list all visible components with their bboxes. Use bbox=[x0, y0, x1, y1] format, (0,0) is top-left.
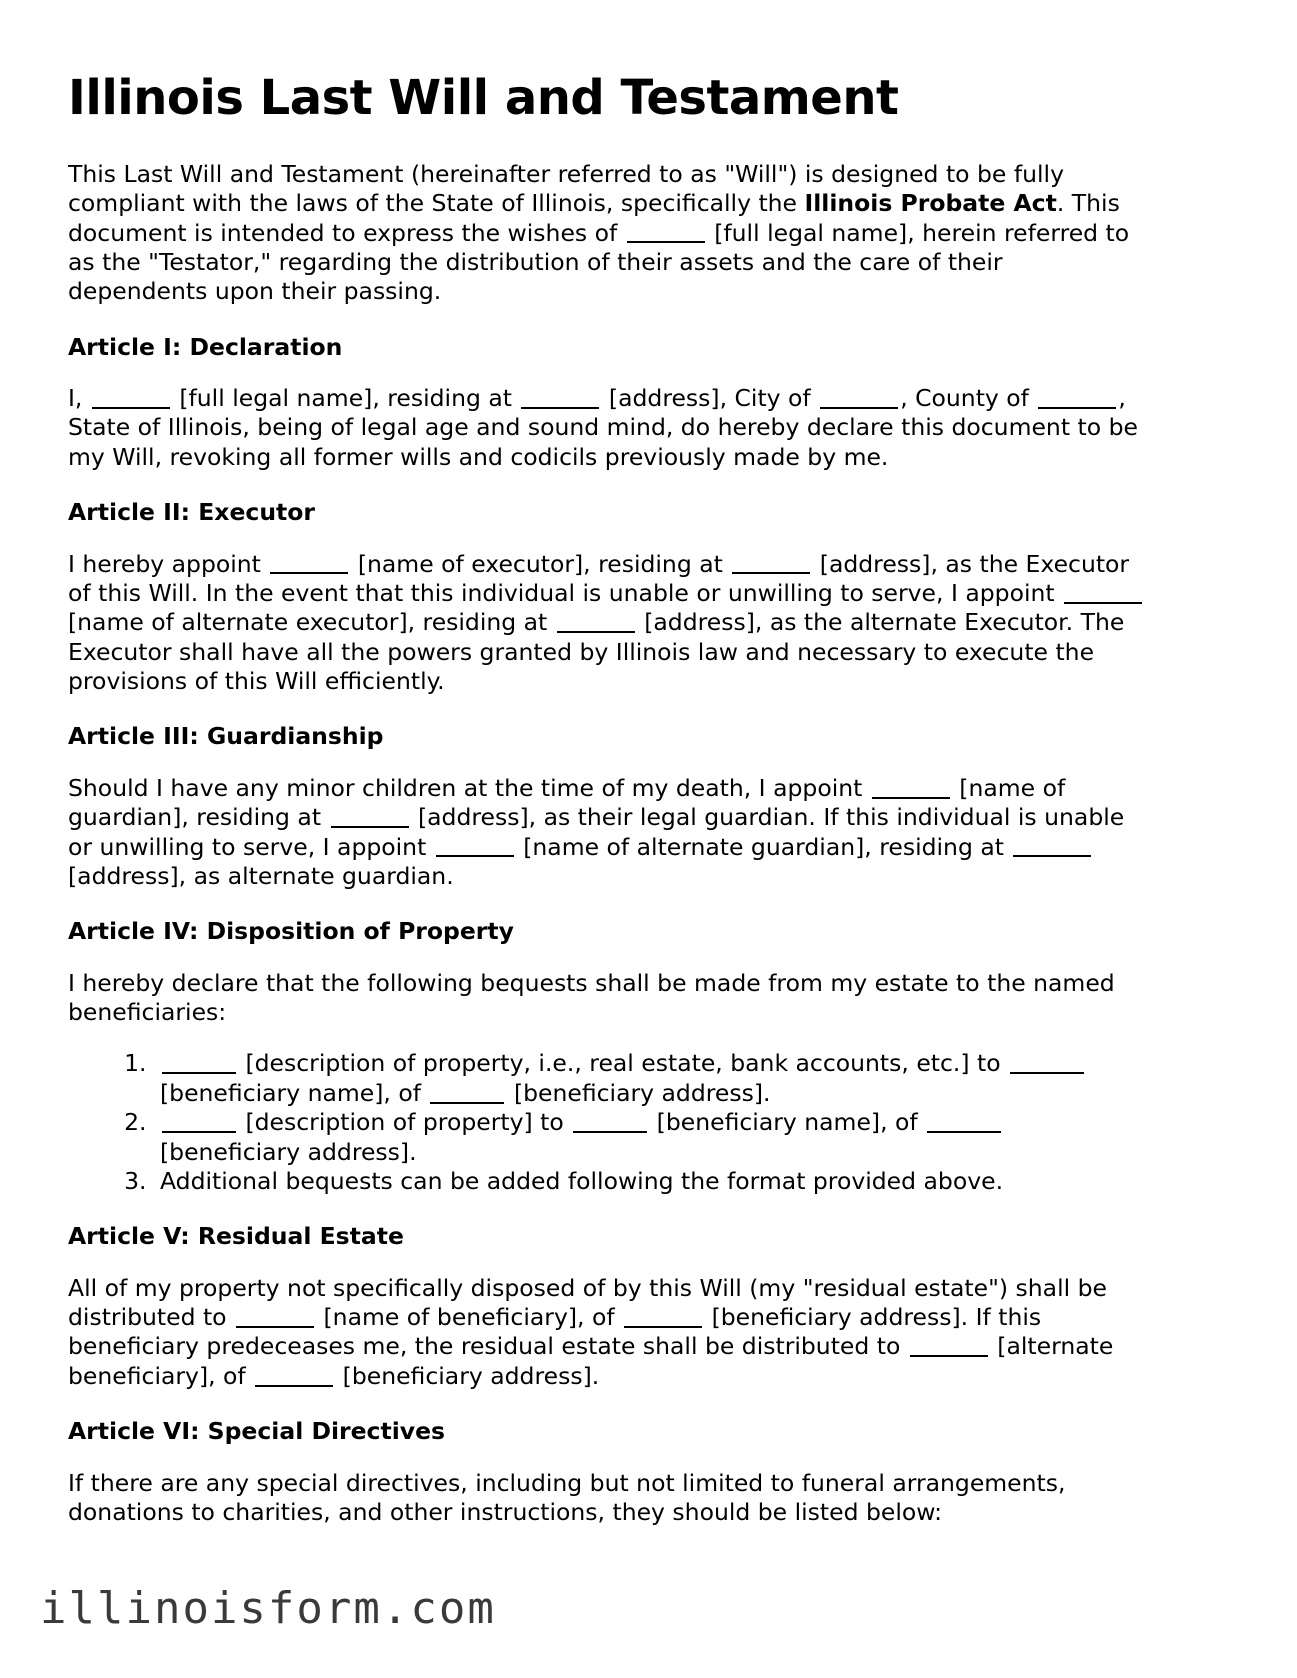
article-v-heading: Article V: Residual Estate bbox=[68, 1222, 404, 1251]
list-item bbox=[154, 1049, 1147, 1108]
article-i-body bbox=[68, 384, 1147, 472]
fill-blank[interactable] bbox=[92, 387, 170, 409]
article-iv-heading: Article IV: Disposition of Property bbox=[68, 917, 514, 946]
fill-blank[interactable] bbox=[270, 552, 348, 574]
text-segment: [name of executor], residing at bbox=[350, 549, 731, 578]
text-segment: [address], City of bbox=[601, 384, 819, 412]
text-segment: , State of Illinois, being of legal age and sound mind, do hereby declare this document to be my Will, revoking all former wills and codicils previously made by me. bbox=[68, 384, 1138, 471]
article-iii-body bbox=[68, 774, 1147, 892]
text-segment: [name of beneficiary], of bbox=[316, 1303, 623, 1331]
fill-blank[interactable] bbox=[436, 835, 514, 857]
fill-blank[interactable] bbox=[236, 1306, 314, 1328]
fill-blank[interactable] bbox=[624, 1306, 702, 1328]
intro-part-3: [full legal name], herein referred to as the "Testator," regarding the distribution of their assets and the care of their dependents upon their passing. bbox=[68, 218, 1130, 306]
page-title: Illinois Last Will and Testament bbox=[68, 70, 899, 126]
fill-blank[interactable] bbox=[1064, 581, 1142, 603]
fill-blank[interactable] bbox=[331, 806, 409, 828]
text-segment: [address], as their legal guardian. If this individual is unable or unwilling to serve, I appoint bbox=[68, 803, 1125, 861]
text-segment: [name of alternate guardian], residing at bbox=[515, 832, 1012, 861]
article-iv-intro: I hereby declare that the following bequests shall be made from my estate to the named beneficiaries: bbox=[68, 968, 1115, 1026]
text-segment: [full legal name], residing at bbox=[171, 384, 520, 412]
text-segment: [beneficiary address]. bbox=[160, 1137, 417, 1166]
fill-blank[interactable] bbox=[820, 387, 898, 409]
text-segment: [description of property] to bbox=[238, 1108, 572, 1137]
fill-blank[interactable] bbox=[557, 611, 635, 633]
intro-part-1: This Last Will and Testament (hereinafter referred to as "Will") is designed to be fully compliant with the laws of the State of Illinois, specifically the bbox=[68, 159, 1064, 218]
fill-blank[interactable] bbox=[732, 552, 810, 574]
fill-blank[interactable] bbox=[927, 1111, 1001, 1133]
fill-blank[interactable] bbox=[627, 221, 705, 243]
text-segment: [beneficiary address]. bbox=[335, 1361, 600, 1390]
fill-blank[interactable] bbox=[872, 776, 950, 798]
text-segment: I, bbox=[68, 384, 90, 412]
article-vi-body: If there are any special directives, including but not limited to funeral arrangements, donations to charities, and other instructions, they should be listed below: bbox=[68, 1468, 1066, 1526]
text-segment: [name of guardian], residing at bbox=[68, 773, 1066, 832]
article-ii-heading: Article II: Executor bbox=[68, 498, 316, 527]
text-segment: [description of property, i.e., real estate, bank accounts, etc.] to bbox=[238, 1049, 1009, 1078]
article-ii-body bbox=[68, 550, 1147, 697]
list-item bbox=[154, 1167, 1147, 1196]
fill-blank[interactable] bbox=[1013, 835, 1091, 857]
article-i-heading: Article I: Declaration bbox=[68, 332, 343, 361]
text-segment: [address], as alternate guardian. bbox=[68, 861, 454, 890]
fill-blank[interactable] bbox=[162, 1052, 236, 1074]
fill-blank[interactable] bbox=[430, 1081, 504, 1103]
intro-part-2: . This document is intended to express the wishes of bbox=[68, 189, 1120, 247]
text-segment: [name of alternate executor], residing at bbox=[68, 608, 555, 637]
fill-blank[interactable] bbox=[910, 1335, 988, 1357]
text-segment: [address], as the alternate Executor. The Executor shall have all the powers granted by Illinois law and necessary to execute the provisions of this Will efficiently. bbox=[68, 608, 1125, 695]
article-v-body bbox=[68, 1274, 1147, 1392]
text-segment: All of my property not specifically disposed of by this Will (my "residual estate") shall be distributed to bbox=[68, 1273, 1107, 1331]
site-watermark: illinoisform.com bbox=[40, 1583, 496, 1634]
text-segment: Additional bequests can be added following the format provided above. bbox=[160, 1166, 1004, 1195]
bequests-list bbox=[68, 1049, 1147, 1196]
text-segment: , County of bbox=[900, 384, 1037, 412]
fill-blank[interactable] bbox=[162, 1111, 236, 1133]
text-segment: [beneficiary name], of bbox=[649, 1108, 926, 1137]
fill-blank[interactable] bbox=[255, 1364, 333, 1386]
intro-paragraph bbox=[68, 160, 1147, 307]
text-segment: Should I have any minor children at the time of my death, I appoint bbox=[68, 773, 870, 802]
article-vi-heading: Article VI: Special Directives bbox=[68, 1417, 445, 1446]
text-segment: [beneficiary address]. bbox=[506, 1078, 771, 1107]
fill-blank[interactable] bbox=[521, 387, 599, 409]
fill-blank[interactable] bbox=[573, 1111, 647, 1133]
fill-blank[interactable] bbox=[1010, 1052, 1084, 1074]
fill-blank[interactable] bbox=[1038, 387, 1116, 409]
article-iii-heading: Article III: Guardianship bbox=[68, 722, 384, 751]
text-segment: I hereby appoint bbox=[68, 549, 269, 578]
text-segment: [alternate beneficiary], of bbox=[68, 1332, 1114, 1390]
text-segment: [beneficiary name], of bbox=[160, 1078, 429, 1107]
text-segment: [address], as the Executor of this Will. In the event that this individual is unable or unwilling to serve, I appoint bbox=[68, 549, 1130, 607]
text-segment: [beneficiary address]. If this beneficiary predeceases me, the residual estate shall be distributed to bbox=[68, 1303, 1042, 1361]
list-item bbox=[154, 1108, 1147, 1167]
illinois-probate-act-emphasis: Illinois Probate Act bbox=[804, 189, 1057, 218]
